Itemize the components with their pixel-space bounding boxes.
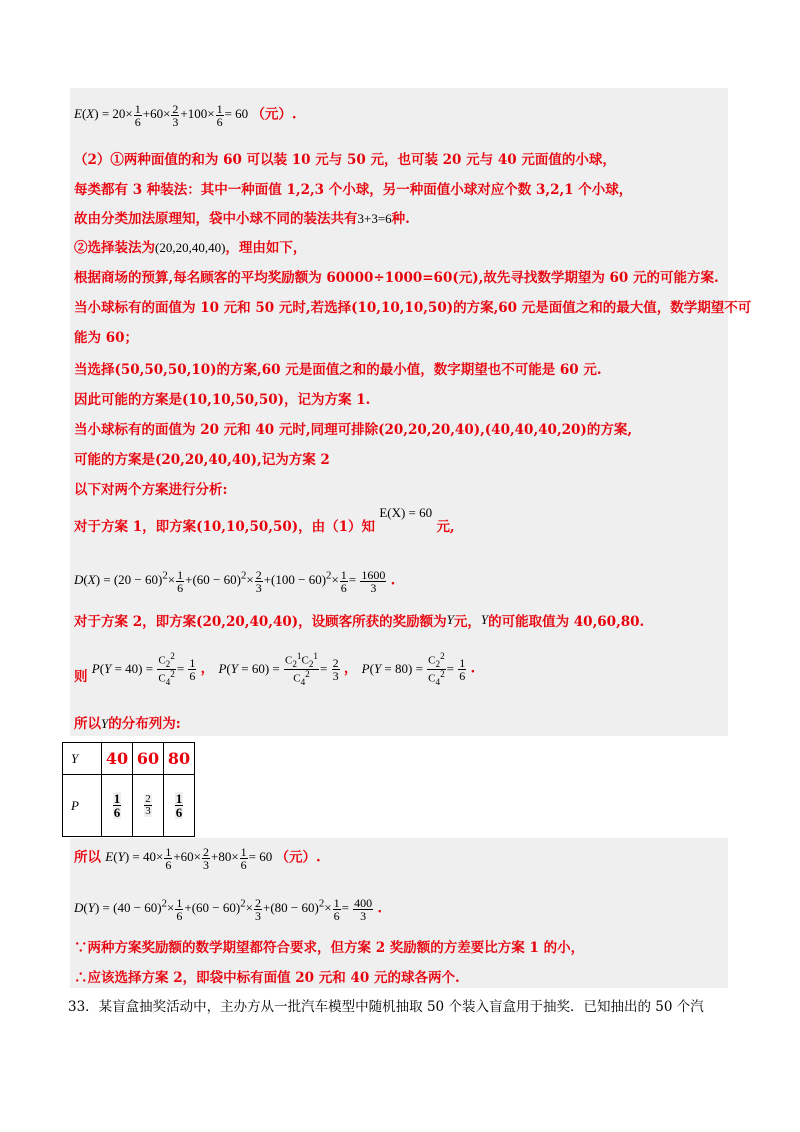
table-prob-80: $\frac{1}{6}$ — [164, 775, 195, 837]
plan2-line: 可能的方案是(20,20,40,40),记为方案 2 — [74, 452, 330, 468]
counting-line: 故由分类加法原理知，袋中小球不同的装法共有3+3=6种. — [74, 211, 410, 227]
case-min-line: 当选择(50,50,50,10)的方案,60 元是面值之和的最小值，数字期望也不可能是 60 元. — [74, 362, 602, 378]
case-10-50-line: 当小球标有的面值为 10 元和 50 元时,若选择(10,10,10,50)的方案,60 元是面值之和的最大值，数学期望不可 — [74, 300, 752, 316]
distribution-table — [62, 742, 195, 837]
table-value-80: 80 — [164, 743, 195, 775]
packing-methods: 每类都有 3 种装法：其中一种面值 1,2,3 个小球，另一种面值小球对应个数 3,2,1 个小球， — [74, 182, 633, 198]
table-header-p: P — [63, 775, 102, 837]
case-10-50-cont: 能为 60； — [74, 330, 138, 346]
next-question: 33．某盲盒抽奖活动中，主办方从一批汽车模型中随机抽取 50 个装入盲盒用于抽奖．已知抽出的 50 个汽 — [68, 999, 704, 1015]
choice-line: ②选择装法为(20,20,40,40)，理由如下， — [74, 240, 307, 256]
p-y-40: P(Y = 40) = $\frac{C_2^2}{C_4^2}$ = $\frac{1}{6}$ — [91, 651, 196, 687]
distribution-intro: 所以Y的分布列为: — [74, 716, 181, 732]
table-header-y: Y — [63, 743, 102, 775]
p-y-60: P(Y = 60) = $\frac{C_2^1C_2^1}{C_4^2}$ = $\frac{2}{3}$ — [218, 651, 339, 687]
plan1-expectation-line: 对于方案 1，即方案(10,10,50,50)，由（1）知 E(X) = 60 元, — [74, 505, 455, 535]
variance-y-line: $D(Y) = (40 - 60)^2\times$ $\frac{1}{6}$ $+(60 - 60)^2\times$ $\frac{2}{3}$ $+(80 - 60)^2\times$ $\frac{1}{6}$ = $\frac{400}{3}$ . — [74, 895, 383, 923]
expectation-y-line: 所以 E(Y) = 40× $\frac{1}{6}$ +60× $\frac{2}{3}$ +80× $\frac{1}{6}$ = 60 （元）. — [74, 845, 321, 872]
p-y-80: P(Y = 80) = $\frac{C_2^2}{C_4^2}$ = $\frac{1}{6}$ — [361, 651, 466, 687]
table-value-40: 40 — [102, 743, 133, 775]
probabilities-line: 则 P(Y = 40) = $\frac{C_2^2}{C_4^2}$ = $\frac{1}{6}$ ， P(Y = 60) = $\frac{C_2^1C_2^1}{C_4^2}$ = $\frac{2}{3}$ ， P(Y = 80) = $\frac{C_2^2}{C_4^2}$ = $\frac{1}{6}$ . — [74, 651, 476, 687]
conclusion-because: ∵两种方案奖励额的数学期望都符合要求，但方案 2 奖励额的方差要比方案 1 的小， — [74, 940, 585, 956]
budget-line: 根据商场的预算,每名顾客的平均奖励额为 60000÷1000=60(元),故先寻找数学期望为 60 元的可能方案. — [74, 270, 719, 286]
expectation-x-formula: E(X) = 20× $\frac{1}{6}$ +60× $\frac{2}{3}$ +100× $\frac{1}{6}$ = 60 — [74, 102, 252, 129]
expectation-y-formula: E(Y) = 40× $\frac{1}{6}$ +60× $\frac{2}{3}$ +80× $\frac{1}{6}$ = 60 — [105, 845, 276, 872]
case-20-40-line: 当小球标有的面值为 20 元和 40 元时,同理可排除(20,20,20,40),(40,40,40,20)的方案, — [74, 422, 633, 438]
part2-intro: （2）①两种面值的和为 60 可以装 10 元与 50 元，也可装 20 元与 40 元面值的小球， — [74, 152, 616, 168]
conclusion-therefore: ∴应该选择方案 2，即袋中标有面值 20 元和 40 元的球各两个. — [74, 970, 460, 986]
plan2-line-intro: 对于方案 2，即方案(20,20,40,40)，设顾客所获的奖励额为Y元，Y的可能取值为 40,60,80. — [74, 612, 645, 630]
variance-y-formula: $D(Y) = (40 - 60)^2\times$ $\frac{1}{6}$ $+(60 - 60)^2\times$ $\frac{2}{3}$ $+(80 - 60)^2\times$ $\frac{1}{6}$ = $\frac{400}{3}$ — [74, 895, 373, 923]
variance-x-line: $D(X) = (20 - 60)^2\times$ $\frac{1}{6}$ $+(60 - 60)^2\times$ $\frac{2}{3}$ $+(100 - 60)^2\times$ $\frac{1}{6}$ = $\frac{1600}{3}$ . — [74, 567, 396, 595]
unit-yuan: （元）. — [251, 106, 297, 123]
variance-x-formula: $D(X) = (20 - 60)^2\times$ $\frac{1}{6}$ $+(60 - 60)^2\times$ $\frac{2}{3}$ $+(100 - 60)^2\times$ $\frac{1}{6}$ = $\frac{1600}{3}$ — [74, 567, 386, 595]
table-prob-40: $\frac{1}{6}$ — [102, 775, 133, 837]
expectation-x-line — [74, 103, 297, 128]
table-prob-60: $\frac{2}{3}$ — [133, 775, 164, 837]
analysis-intro: 以下对两个方案进行分析: — [74, 482, 228, 498]
table-value-60: 60 — [133, 743, 164, 775]
plan1-line: 因此可能的方案是(10,10,50,50)，记为方案 1. — [74, 392, 371, 408]
